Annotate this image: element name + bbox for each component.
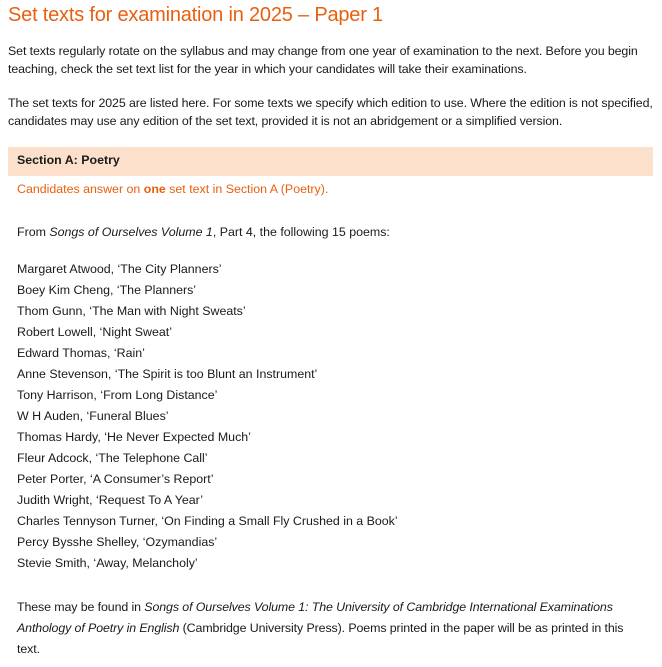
poem-item: Stevie Smith, ‘Away, Melancholy’ <box>17 556 198 570</box>
poem-item: Margaret Atwood, ‘The City Planners’ <box>17 262 222 276</box>
source-note-after: (Cambridge University Press). Poems printed in the paper will be as printed in this text. <box>17 621 624 656</box>
page-title: Set texts for examination in 2025 – Paper 1 <box>8 4 383 26</box>
section-title: Section A: Poetry <box>17 153 120 167</box>
instruction-text-before: Candidates answer on <box>17 182 144 196</box>
poem-item: Judith Wright, ‘Request To A Year’ <box>17 493 203 507</box>
poem-item: Robert Lowell, ‘Night Sweat’ <box>17 325 172 339</box>
poems-intro-before: From <box>17 225 50 239</box>
section-instruction <box>17 182 328 196</box>
poem-item: Tony Harrison, ‘From Long Distance’ <box>17 388 218 402</box>
instruction-text-after: set text in Section A (Poetry). <box>165 182 329 196</box>
source-note-before: These may be found in <box>17 600 145 614</box>
section-header-bar <box>8 147 653 176</box>
source-anthology-title: Songs of Ourselves Volume 1: The University of Cambridge International Examinations Anthology of Poetry in English <box>17 600 613 635</box>
source-note <box>17 597 647 660</box>
poem-item: Peter Porter, ‘A Consumer’s Report’ <box>17 472 214 486</box>
poem-item: Percy Bysshe Shelley, ‘Ozymandias’ <box>17 535 218 549</box>
poem-item: Charles Tennyson Turner, ‘On Finding a Small Fly Crushed in a Book’ <box>17 514 398 528</box>
poem-item: Boey Kim Cheng, ‘The Planners’ <box>17 283 197 297</box>
poem-item: W H Auden, ‘Funeral Blues’ <box>17 409 169 423</box>
poem-item: Thomas Hardy, ‘He Never Expected Much’ <box>17 430 251 444</box>
instruction-emphasis: one <box>143 182 166 196</box>
anthology-title: Songs of Ourselves Volume 1 <box>49 225 213 239</box>
poems-intro-after: , Part 4, the following 15 poems: <box>212 225 390 239</box>
poem-item: Thom Gunn, ‘The Man with Night Sweats’ <box>17 304 246 318</box>
poem-item: Fleur Adcock, ‘The Telephone Call’ <box>17 451 208 465</box>
poems-intro <box>17 225 390 239</box>
intro-paragraph-rotation: Set texts regularly rotate on the syllabus and may change from one year of examination to the next. Before you begin teaching, check the set text list for the year in which your candidates will take their examinations. <box>8 44 638 76</box>
poem-item: Edward Thomas, ‘Rain’ <box>17 346 145 360</box>
intro-paragraph-editions: The set texts for 2025 are listed here. For some texts we specify which edition to use. Where the edition is not specified, candidates may use any edition of the set text, provided it is not an abridgement or a simplified version. <box>8 96 653 128</box>
poem-item: Anne Stevenson, ‘The Spirit is too Blunt an Instrument’ <box>17 367 318 381</box>
poem-list <box>17 259 398 574</box>
